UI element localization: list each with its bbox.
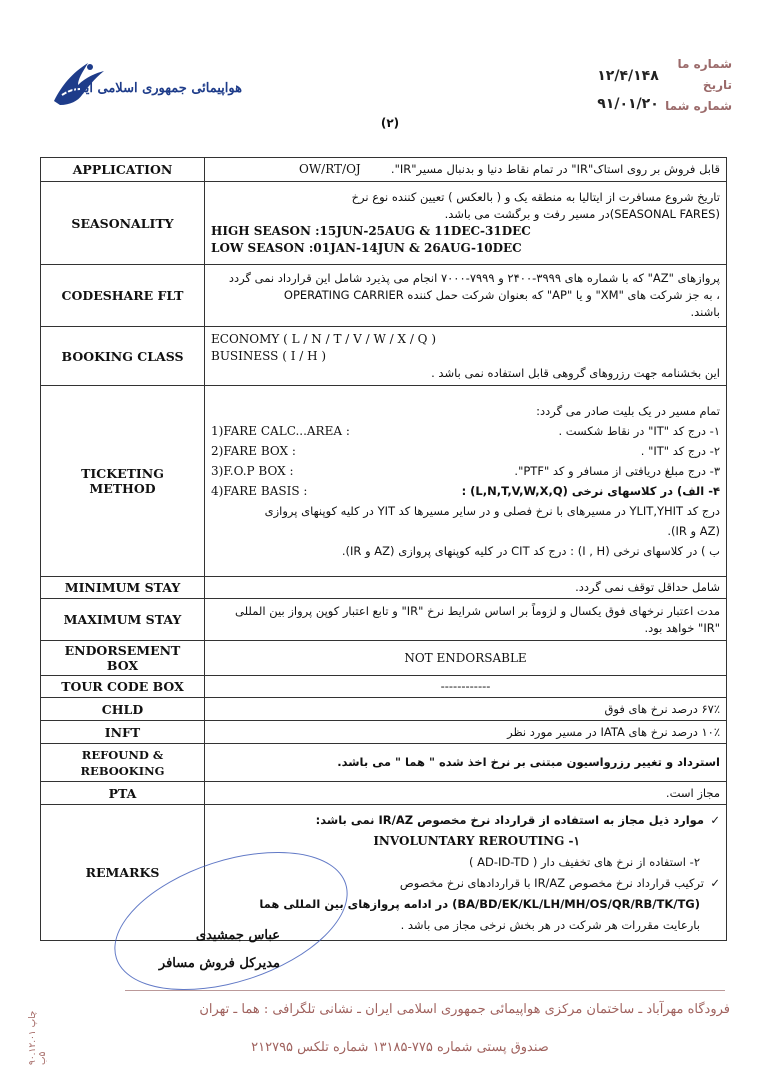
- ticketing-item: 1)FARE CALC...AREA : ۱- درج کد "IT" در نقاط شکست .: [211, 424, 720, 438]
- row-chld: [41, 698, 727, 721]
- row-application: [41, 158, 727, 182]
- remark-check-2: ✓ ترکیب قرارداد نرخ مخصوص IR/AZ با قراردادهای نرخ مخصوص: [211, 873, 720, 894]
- row-minimum-stay: [41, 577, 727, 599]
- application-routes: OW/RT/OJ: [299, 162, 361, 176]
- maximum-stay-line1: مدت اعتبار نرخهای فوق یکسال و لزوماً بر اساس شرایط نرخ "IR" و تابع اعتبار کوپن پرواز بین المللی: [235, 603, 720, 618]
- fare-basis-b: ب ) در کلاسهای نرخی (I , H) : درج کد CIT در کلیه کوپنهای پروازی (AZ و IR).: [341, 544, 720, 558]
- seasonality-line2: (SEASONAL FARES)در مسیر رفت و برگشت می باشد.: [444, 207, 720, 221]
- our-number-value: ۱۲/۴/۱۴۸: [597, 68, 659, 84]
- minimum-stay-text: شامل حداقل توقف نمی گردد.: [575, 580, 720, 594]
- ticketing-item: 2)FARE BOX : ۲- درج کد "IT" .: [211, 444, 720, 458]
- maximum-stay-line2: "IR" خواهد بود.: [644, 620, 720, 635]
- ticketing-method-label: TICKETING METHOD: [41, 386, 205, 577]
- page-number: (۲): [380, 116, 400, 130]
- booking-class-label: BOOKING CLASS: [41, 327, 205, 386]
- remark-item-1: ۱- INVOLUNTARY REROUTING: [373, 833, 580, 848]
- codeshare-line2: ، به جز شرکت های "XM" و یا "AP" که بعنوان شرکت حمل کننده OPERATING CARRIER: [283, 288, 720, 302]
- seasonality-line1: تاریخ شروع مسافرت از ایتالیا به منطقه یک و ( بالعکس ) تعیین کننده نوع نرخ: [351, 190, 720, 204]
- footer-address: فرودگاه مهرآباد ـ ساختمان مرکزی هواپیمائی جمهوری اسلامی ایران ـ نشانی تلگرافی : هما ـ تهران: [199, 1002, 730, 1017]
- refund-text: استرداد و تغییر رزرواسیون مبتنی بر نرخ اخذ شده " هما " می باشد.: [337, 755, 720, 769]
- fare-basis-a2: (AZ و IR).: [667, 524, 720, 538]
- codeshare-line1: پروازهای "AZ" که با شماره های ۳۹۹۹-۲۴۰۰ و ۷۹۹۹-۷۰۰۰ انجام می پذیرد شامل این قرارداد نمی گردد: [228, 271, 720, 285]
- seasonality-label: SEASONALITY: [41, 182, 205, 265]
- endorsement-label: ENDORSEMENT BOX: [41, 641, 205, 676]
- economy-classes: ECONOMY ( L / N / T / V / W / X / Q ): [211, 331, 437, 346]
- business-classes: BUSINESS ( I / H ): [211, 348, 327, 363]
- remark-item-2: ۲- استفاده از نرخ های تخفیف دار ( AD-ID-TD ): [468, 854, 700, 869]
- ticketing-item: 3)F.O.P BOX : ۳- درج مبلغ دریافتی از مسافر و کد "PTF".: [211, 464, 720, 478]
- our-number-label: شماره ما: [677, 57, 732, 71]
- row-codeshare: [41, 265, 727, 327]
- remarks-label: REMARKS: [41, 805, 205, 941]
- refund-label: REFOUND & REBOOKING: [41, 744, 205, 782]
- row-pta: [41, 782, 727, 805]
- pta-text: مجاز است.: [665, 785, 720, 800]
- low-season: LOW SEASON :01JAN-14JUN & 26AUG-10DEC: [211, 241, 522, 255]
- minimum-stay-label: MINIMUM STAY: [41, 577, 205, 599]
- high-season: HIGH SEASON :15JUN-25AUG & 11DEC-31DEC: [211, 224, 531, 238]
- fare-terms-table: [40, 157, 727, 941]
- checkmark-icon: ✓: [710, 812, 720, 827]
- logo-text: هواپیمائی جمهوری اسلامی ایران: [65, 81, 242, 96]
- signatory-name: عباس جمشیدی: [195, 928, 280, 943]
- tour-code-text: ------------: [440, 679, 491, 693]
- row-inft: [41, 721, 727, 744]
- application-text: قابل فروش بر روی استاک"IR" در تمام نقاط دنیا و بدنبال مسیر"IR".: [390, 162, 720, 176]
- row-seasonality: [41, 182, 727, 265]
- booking-note: این بخشنامه جهت رزروهای گروهی قابل استفاده نمی باشد .: [431, 365, 720, 380]
- row-tour-code: [41, 676, 727, 698]
- maximum-stay-label: MAXIMUM STAY: [41, 599, 205, 641]
- inft-text: ۱۰٪ درصد نرخ های IATA در مسیر مورد نظر: [507, 724, 720, 739]
- iran-air-logo: [48, 55, 242, 117]
- signatory-title: مدیرکل فروش مسافر: [158, 956, 280, 971]
- reference-values: [578, 62, 678, 118]
- side-print-code: ۹۰.۱۲.۰۱ چاپ ۵ب: [28, 1010, 48, 1065]
- row-booking-class: [41, 327, 727, 386]
- row-ticketing-method: [41, 386, 727, 577]
- application-label: APPLICATION: [41, 158, 205, 182]
- checkmark-icon: ✓: [710, 875, 720, 890]
- date-value: ۹۱/۰۱/۲۰: [597, 96, 659, 112]
- remark-check-1: ✓ موارد ذیل مجاز به استفاده از قرارداد نرخ مخصوص IR/AZ نمی باشد:: [211, 810, 720, 831]
- codeshare-line3: باشند.: [690, 305, 720, 319]
- row-endorsement: [41, 641, 727, 676]
- fare-basis-a: درج کد YLIT,YHIT در مسیرهای با نرخ فصلی و در سایر مسیرها کد YIT در کلیه کوپنهای پروازی: [264, 504, 720, 518]
- remark-carriers: (BA/BD/EK/KL/LH/MH/OS/QR/RB/TK/TG) در ادامه پروازهای بین المللی هما: [259, 896, 700, 911]
- ticketing-item: 4)FARE BASIS : ۴- الف) در کلاسهای نرخی (L,N,T,V,W,X,Q) :: [211, 484, 720, 498]
- row-maximum-stay: [41, 599, 727, 641]
- tour-code-label: TOUR CODE BOX: [41, 676, 205, 698]
- chld-label: CHLD: [41, 698, 205, 721]
- chld-text: ۶۷٪ درصد نرخ های فوق: [604, 701, 720, 716]
- footer-po-box: صندوق پستی شماره ۷۷۵-۱۳۱۸۵ شماره تلکس ۲۱۲۷۹۵: [251, 1040, 549, 1055]
- your-number-label: شماره شما: [665, 99, 732, 113]
- pta-label: PTA: [41, 782, 205, 805]
- inft-label: INFT: [41, 721, 205, 744]
- ticketing-intro: تمام مسیر در یک بلیت صادر می گردد:: [536, 404, 720, 418]
- endorsement-text: NOT ENDORSABLE: [404, 650, 527, 665]
- footer-divider: [125, 990, 725, 991]
- codeshare-label: CODESHARE FLT: [41, 265, 205, 327]
- date-label: تاریخ: [702, 78, 732, 92]
- remark-last: بارعایت مقررات هر شرکت در هر بخش نرخی مجاز می باشد .: [400, 917, 700, 932]
- row-refund: [41, 744, 727, 782]
